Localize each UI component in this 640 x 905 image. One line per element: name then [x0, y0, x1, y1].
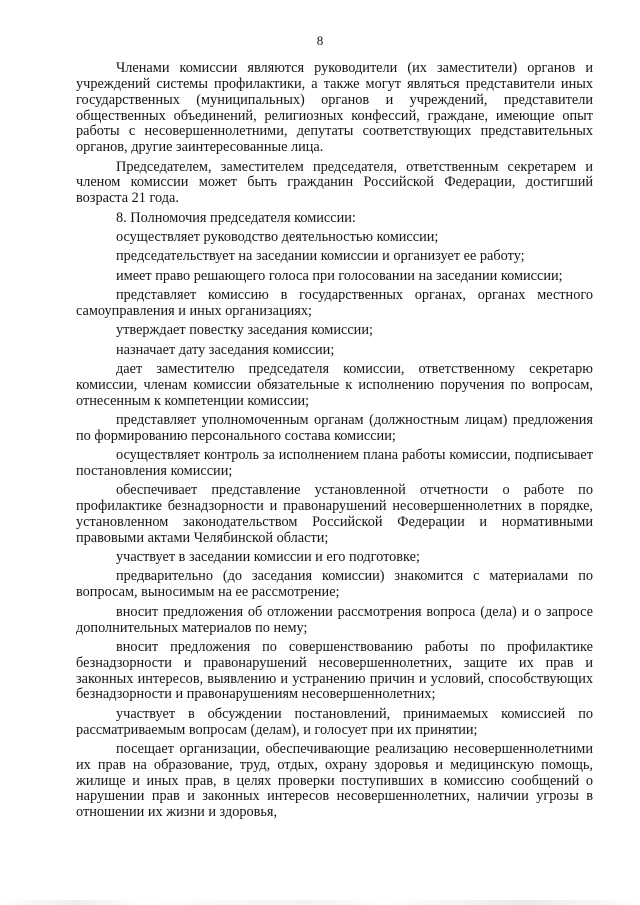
- list-item: председательствует на заседании комиссии и организует ее работу;: [116, 248, 525, 265]
- list-item: дает заместителю председателя комиссии, ответственному секретарю комиссии, членам комиссии обязательные к исполнению поручения по вопросам, отнесенным к компетенции комиссии;: [76, 360, 593, 409]
- section-heading-chairman-powers: 8. Полномочия председателя комиссии:: [116, 209, 356, 226]
- list-item: осуществляет контроль за исполнением плана работы комиссии, подписывает постановления комиссии;: [76, 447, 593, 479]
- list-item: вносит предложения по совершенствованию работы по профилактике безнадзорности и правонарушений несовершеннолетних, защите их прав и законных интересов, выявлению и устранению причин и условий, способствующих безнадзорности и правонарушениям несовершеннолетних;: [76, 638, 593, 703]
- document-body: [76, 61, 593, 821]
- list-item: участвует в обсуждении постановлений, принимаемых комиссией по рассматриваемым вопросам (делам), и голосует при их принятии;: [76, 705, 593, 738]
- list-item: посещает организации, обеспечивающие реализацию несовершеннолетними их прав на образование, труд, отдых, охрану здоровья и медицинскую помощь, жилище и иных прав, в целях проверки поступивших в комиссию сообщений о нарушении прав и законных интересов несовершеннолетних, наличии угрозы в отношении их жизни и здоровья,: [76, 740, 593, 821]
- list-item: осуществляет руководство деятельностью комиссии;: [116, 228, 439, 245]
- list-item: вносит предложения об отложении рассмотрения вопроса (дела) и о запросе дополнительных материалов по нему;: [76, 603, 593, 636]
- list-item: представляет комиссию в государственных органах, органах местного самоуправления и иных организациях;: [76, 286, 593, 319]
- paragraph-members: Членами комиссии являются руководители (их заместители) органов и учреждений системы профилактики, а также могут являться представители иных государственных (муниципальных) органов и учреждений, представители общественных объединений, религиозных конфессий, граждане, имеющие опыт работы с несовершеннолетними, депутаты соответствующих представительных органов, другие заинтересованные лица.: [76, 60, 593, 156]
- list-item: имеет право решающего голоса при голосовании на заседании комиссии;: [116, 267, 563, 284]
- page-number: 8: [316, 33, 324, 48]
- paragraph-eligibility: Председателем, заместителем председателя, ответственным секретарем и членом комиссии может быть гражданин Российской Федерации, достигший возраста 21 года.: [76, 158, 593, 207]
- list-item: представляет уполномоченным органам (должностным лицам) предложения по формированию персонального состава комиссии;: [76, 411, 593, 444]
- list-item: утверждает повестку заседания комиссии;: [116, 322, 373, 339]
- list-item: обеспечивает представление установленной отчетности о работе по профилактике безнадзорности и правонарушений несовершеннолетних в порядке, установленном законодательством Российской Федерации и нормативными правовыми актами Челябинской области;: [76, 482, 593, 546]
- scan-artifact-line: [0, 900, 640, 905]
- list-item: предварительно (до заседания комиссии) знакомится с материалами по вопросам, выносимым на ее рассмотрение;: [76, 568, 593, 601]
- list-item: участвует в заседании комиссии и его подготовке;: [116, 549, 420, 566]
- list-item: назначает дату заседания комиссии;: [116, 341, 335, 358]
